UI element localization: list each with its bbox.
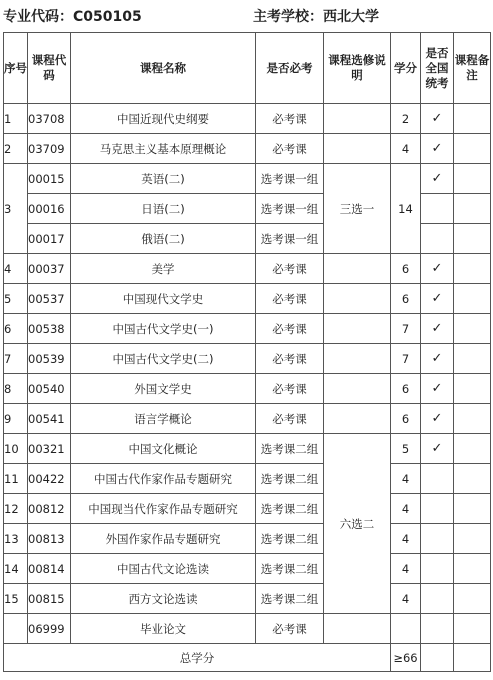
row-name: 语言学概论 (71, 404, 256, 434)
row-credit: 4 (391, 494, 421, 524)
check-icon: ✓ (431, 381, 443, 396)
row-remark (454, 374, 491, 404)
row-code: 00037 (28, 254, 71, 284)
row-remark (454, 104, 491, 134)
row-credit: 6 (391, 284, 421, 314)
row-no: 13 (4, 524, 28, 554)
table-row (4, 164, 491, 194)
school-name: 主考学校：西北大学 (253, 9, 379, 25)
col-header-remark: 课程备注 (454, 33, 491, 104)
row-no: 12 (4, 494, 28, 524)
table-row (4, 554, 491, 584)
table-row (4, 104, 491, 134)
row-name: 中国现代文学史 (71, 284, 256, 314)
row-name: 外国文学史 (71, 374, 256, 404)
row-code: 00812 (28, 494, 71, 524)
row-required: 选考课二组 (256, 524, 324, 554)
row-credit (391, 614, 421, 644)
col-header-national: 是否全国统考 (421, 33, 454, 104)
row-credit: 4 (391, 554, 421, 584)
row-remark (454, 134, 491, 164)
row-credit: 4 (391, 464, 421, 494)
row-required: 必考课 (256, 284, 324, 314)
row-national (421, 554, 454, 584)
row-name: 中国古代文学史(一) (71, 314, 256, 344)
row-required: 必考课 (256, 134, 324, 164)
row-elective (324, 614, 391, 644)
table-row (4, 344, 491, 374)
row-national (421, 344, 454, 374)
table-row (4, 584, 491, 614)
table-row (4, 434, 491, 464)
row-name: 中国古代文论选读 (71, 554, 256, 584)
group1-credit: 14 (391, 164, 421, 254)
total-row (4, 644, 491, 672)
row-name: 毕业论文 (71, 614, 256, 644)
check-icon: ✓ (431, 321, 443, 336)
row-national (421, 464, 454, 494)
row-required: 选考课一组 (256, 224, 324, 254)
check-icon: ✓ (431, 141, 443, 156)
row-required: 必考课 (256, 404, 324, 434)
row-required: 选考课二组 (256, 464, 324, 494)
row-code: 00321 (28, 434, 71, 464)
row-remark (454, 524, 491, 554)
row-national (421, 164, 454, 194)
row-national (421, 374, 454, 404)
row-remark (454, 614, 491, 644)
row-no: 6 (4, 314, 28, 344)
major-code: 专业代码：C050105 (3, 9, 142, 25)
row-national (421, 284, 454, 314)
row-remark (454, 494, 491, 524)
row-no: 10 (4, 434, 28, 464)
row-no: 9 (4, 404, 28, 434)
row-national (421, 104, 454, 134)
row-no: 1 (4, 104, 28, 134)
row-code: 00422 (28, 464, 71, 494)
row-code: 00540 (28, 374, 71, 404)
row-credit: 6 (391, 404, 421, 434)
row-required: 选考课二组 (256, 554, 324, 584)
row-name: 日语(二) (71, 194, 256, 224)
row-required: 选考课二组 (256, 434, 324, 464)
col-header-required: 是否必考 (256, 33, 324, 104)
row-no (4, 614, 28, 644)
row-required: 必考课 (256, 104, 324, 134)
table-row (4, 614, 491, 644)
row-remark (454, 464, 491, 494)
row-code: 00539 (28, 344, 71, 374)
check-icon: ✓ (431, 261, 443, 276)
row-required: 必考课 (256, 344, 324, 374)
row-national (421, 134, 454, 164)
row-name: 中国近现代史纲要 (71, 104, 256, 134)
row-national (421, 404, 454, 434)
group2-elective: 六选二 (324, 434, 391, 614)
col-header-elective: 课程选修说 明 (324, 33, 391, 104)
row-required: 选考课二组 (256, 584, 324, 614)
row-required: 选考课一组 (256, 194, 324, 224)
row-national (421, 614, 454, 644)
row-code: 03708 (28, 104, 71, 134)
row-name: 中国文化概论 (71, 434, 256, 464)
row-name: 英语(二) (71, 164, 256, 194)
row-credit: 6 (391, 254, 421, 284)
table-row (4, 494, 491, 524)
check-icon: ✓ (431, 351, 443, 366)
row-elective (324, 374, 391, 404)
row-name: 美学 (71, 254, 256, 284)
row-no: 11 (4, 464, 28, 494)
row-code: 00017 (28, 224, 71, 254)
row-name: 中国现当代作家作品专题研究 (71, 494, 256, 524)
check-icon: ✓ (431, 111, 443, 126)
row-credit: 7 (391, 314, 421, 344)
total-credit: ≥66 (391, 644, 421, 672)
table-row (4, 404, 491, 434)
row-remark (454, 164, 491, 194)
table-row (4, 464, 491, 494)
row-required: 选考课二组 (256, 494, 324, 524)
group1-elective: 三选一 (324, 164, 391, 254)
row-code: 06999 (28, 614, 71, 644)
row-remark (454, 314, 491, 344)
table-row (4, 284, 491, 314)
row-elective (324, 314, 391, 344)
table-row (4, 374, 491, 404)
total-remark (454, 644, 491, 672)
row-name: 马克思主义基本原理概论 (71, 134, 256, 164)
table-row (4, 524, 491, 554)
total-label: 总学分 (4, 644, 391, 672)
row-no: 8 (4, 374, 28, 404)
row-elective (324, 404, 391, 434)
row-credit: 4 (391, 134, 421, 164)
row-required: 必考课 (256, 314, 324, 344)
row-name: 俄语(二) (71, 224, 256, 254)
row-remark (454, 554, 491, 584)
row-national (421, 194, 454, 224)
row-national (421, 314, 454, 344)
check-icon: ✓ (431, 171, 443, 186)
check-icon: ✓ (431, 411, 443, 426)
row-remark (454, 224, 491, 254)
row-elective (324, 254, 391, 284)
table-row (4, 254, 491, 284)
table-header-row (4, 33, 491, 104)
check-icon: ✓ (431, 291, 443, 306)
row-code: 00814 (28, 554, 71, 584)
row-no: 2 (4, 134, 28, 164)
row-remark (454, 284, 491, 314)
row-code: 00015 (28, 164, 71, 194)
row-remark (454, 404, 491, 434)
row-no: 14 (4, 554, 28, 584)
row-code: 00538 (28, 314, 71, 344)
row-remark (454, 434, 491, 464)
row-code: 00537 (28, 284, 71, 314)
row-name: 中国古代作家作品专题研究 (71, 464, 256, 494)
row-no: 5 (4, 284, 28, 314)
row-name: 外国作家作品专题研究 (71, 524, 256, 554)
row-name: 西方文论选读 (71, 584, 256, 614)
row-required: 必考课 (256, 374, 324, 404)
row-required: 必考课 (256, 614, 324, 644)
row-credit: 5 (391, 434, 421, 464)
row-national (421, 494, 454, 524)
row-no: 4 (4, 254, 28, 284)
row-required: 必考课 (256, 254, 324, 284)
table-row (4, 134, 491, 164)
row-remark (454, 254, 491, 284)
row-elective (324, 344, 391, 374)
col-header-code: 课程代码 (28, 33, 71, 104)
row-code: 00541 (28, 404, 71, 434)
row-code: 00016 (28, 194, 71, 224)
row-required: 选考课一组 (256, 164, 324, 194)
row-credit: 2 (391, 104, 421, 134)
check-icon: ✓ (431, 441, 443, 456)
row-no: 3 (4, 164, 28, 254)
row-remark (454, 194, 491, 224)
row-national (421, 584, 454, 614)
row-national (421, 434, 454, 464)
row-national (421, 224, 454, 254)
col-header-credit: 学分 (391, 33, 421, 104)
row-code: 00815 (28, 584, 71, 614)
page-header (0, 0, 493, 30)
row-no: 15 (4, 584, 28, 614)
row-no: 7 (4, 344, 28, 374)
row-name: 中国古代文学史(二) (71, 344, 256, 374)
row-national (421, 524, 454, 554)
row-credit: 4 (391, 584, 421, 614)
row-elective (324, 134, 391, 164)
row-code: 00813 (28, 524, 71, 554)
row-credit: 4 (391, 524, 421, 554)
row-remark (454, 344, 491, 374)
row-remark (454, 584, 491, 614)
course-table (3, 32, 491, 672)
col-header-name: 课程名称 (71, 33, 256, 104)
total-national (421, 644, 454, 672)
row-credit: 6 (391, 374, 421, 404)
row-credit: 7 (391, 344, 421, 374)
col-header-no: 序号 (4, 33, 28, 104)
row-elective (324, 284, 391, 314)
row-code: 03709 (28, 134, 71, 164)
row-national (421, 254, 454, 284)
table-row (4, 314, 491, 344)
row-elective (324, 104, 391, 134)
